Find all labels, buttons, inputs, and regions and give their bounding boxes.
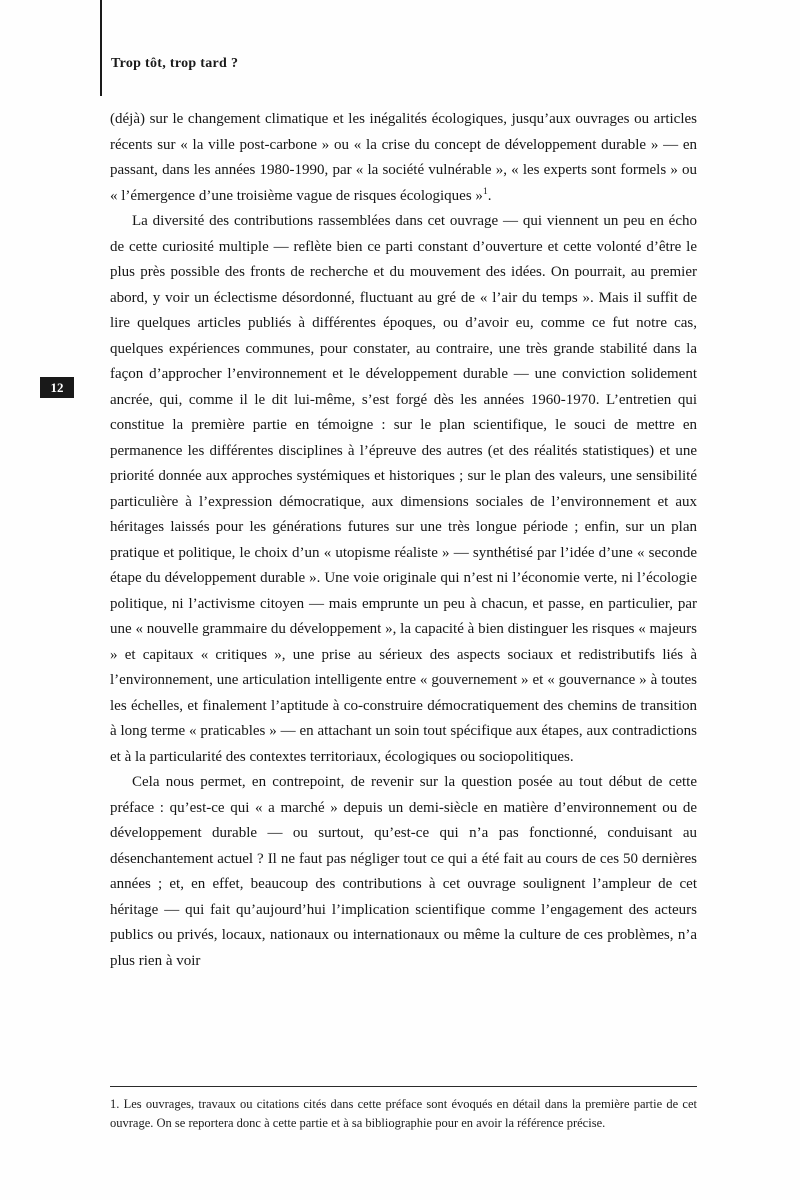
paragraph-text: . (487, 187, 492, 204)
body-paragraph-3: Cela nous permet, en contrepoint, de revenir sur la question posée au tout début de cette préface : qu’est-ce qui « a marché » depuis un demi-siècle en matière d’environnement ou de développement durable — ou surtout, qu’est-ce qui n’a pas fonctionné, conduisant au désenchantement actuel ? Il ne faut pas négliger tout ce qui a été fait au cours de ces 50 dernières années ; et, en effet, beaucoup des contributions à cet ouvrage soulignent l’ampleur de cet héritage — qui fait qu’aujourd’hui l’implication scientifique comme l’engagement des acteurs publics ou privés, locaux, nationaux ou internationaux ou même la culture de ces problèmes, n’a plus rien à voir (110, 774, 697, 969)
footnote-separator (110, 1086, 697, 1087)
body-paragraph-1 (110, 107, 697, 209)
footnote-text: 1. Les ouvrages, travaux ou citations cités dans cette préface sont évoqués en détail dans la première partie de cet ouvrage. On se reportera donc à cette partie et à sa bibliographie pour en avoir la référence précise. (110, 1097, 697, 1130)
margin-rule (100, 0, 102, 96)
paragraph-text: (déjà) sur le changement climatique et les inégalités écologiques, jusqu’aux ouvrages ou articles récents sur « la ville post-carbone » ou « la crise du concept de développement durable » — en passant, dans les années 1980-1990, par « la société vulnérable », « les experts sont formels » ou « l’émergence d’une troisième vague de risques écologiques » (110, 111, 697, 204)
body-paragraph-2: La diversité des contributions rassemblées dans cet ouvrage — qui viennent un peu en écho de cette curiosité multiple — reflète bien ce parti constant d’ouverture et cette volonté d’être le plus près possible des fronts de recherche et du mouvement des idées. On pourrait, au premier abord, y voir un éclectisme désordonné, fluctuant au gré de « l’air du temps ». Mais il suffit de lire quelques articles publiés à différentes époques, ou d’avoir eu, comme ce fut notre cas, quelques expériences communes, pour constater, au contraire, une très grande stabilité dans la façon d’approcher l’environnement et le développement durable — une conviction solidement ancrée, qui, comme il le dit lui-même, s’est forgé dès les années 1960-1970. L’entretien qui constitue la première partie en témoigne : sur le plan scientifique, le souci de mettre en permanence les différentes disciplines à l’épreuve des autres (et des réalités statistiques) et une priorité donnée aux approches systémiques et historiques ; sur le plan des valeurs, une sensibilité particulière à l’expression démocratique, aux dimensions sociales de l’environnement et aux héritages laissés pour les générations futures sur une très longue période ; enfin, sur un plan pratique et politique, le choix d’un « utopisme réaliste » — synthétisé par l’idée d’une « seconde étape du développement durable ». Une voie originale qui n’est ni l’économie verte, ni l’écologie politique, ni l’activisme citoyen — mais emprunte un peu à chacun, et passe, en particulier, par une « nouvelle grammaire du développement », la capacité à bien distinguer les risques « majeurs » et capitaux « critiques », une prise au sérieux des aspects sociaux et redistributifs liés à l’environnement, une articulation intelligente entre « gouvernement » et « gouvernance » à toutes les échelles, et finalement l’aptitude à co-construire démocratiquement des chemins de transition à long terme « praticables » — en attachant un soin tout spécifique aux étapes, aux contradictions et à la particularité des contextes territoriaux, écologiques ou sociopolitiques. (110, 213, 697, 765)
footnote-reference: 1 (482, 186, 488, 197)
body-text-block (110, 107, 697, 974)
page-number-badge: 12 (40, 377, 74, 398)
running-header: Trop tôt, trop tard ? (111, 56, 239, 71)
